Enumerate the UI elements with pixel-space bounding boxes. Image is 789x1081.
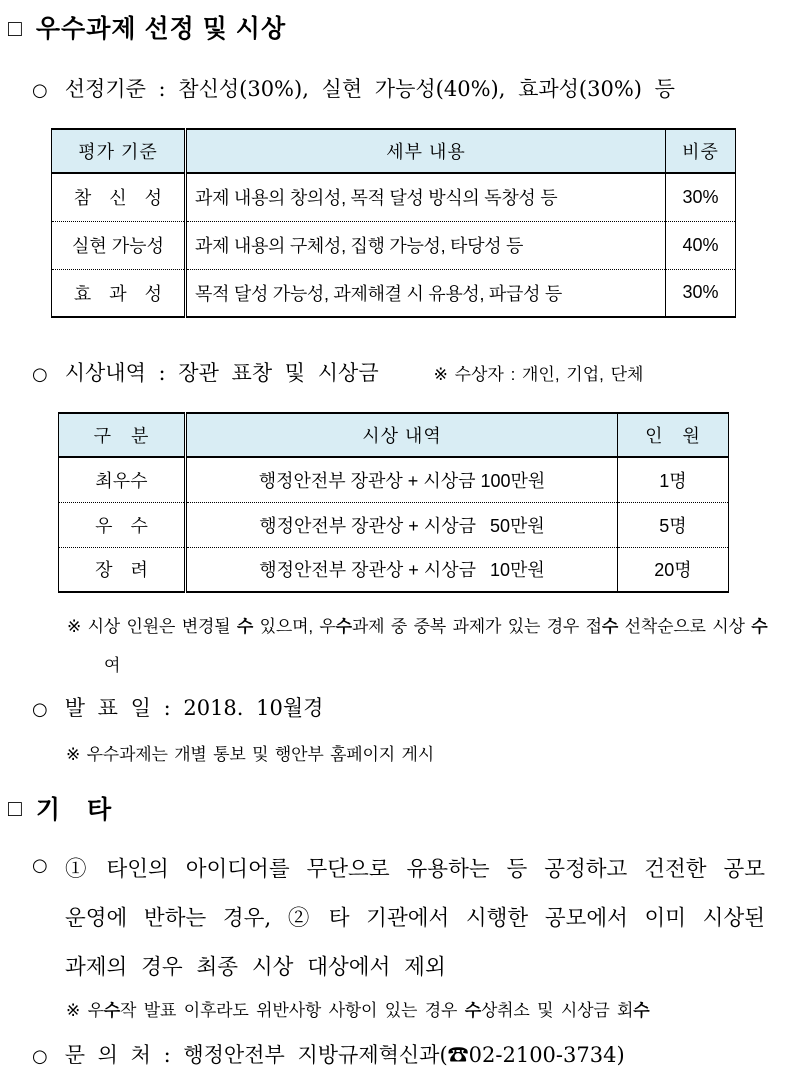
contact-prefix: 문 의 처 : 행정안전부 지방규제혁신과( <box>64 1043 448 1068</box>
criterion-cell: 효 과 성 <box>52 269 186 317</box>
award-summary-text: 시상내역 : 장관 표창 및 시상금 <box>64 361 379 385</box>
table-row <box>52 173 736 221</box>
award-summary-line <box>32 358 771 390</box>
circle-bullet-icon: ○ <box>32 699 48 721</box>
award-detail-col-header: 시상 내역 <box>186 413 618 457</box>
count-cell: 5명 <box>618 502 729 547</box>
award-detail-cell: 행정안전부 장관상 + 시상금 100만원 <box>186 457 618 502</box>
weight-cell: 30% <box>666 269 736 317</box>
violation-note: ※ 우수작 발표 이후라도 위반사항 사항이 있는 경우 수상취소 및 시상금 회수 <box>66 1000 650 1020</box>
circle-bullet-icon: ○ <box>32 854 48 876</box>
evaluation-criteria-table <box>51 128 736 318</box>
criterion-cell: 실현 가능성 <box>52 221 186 269</box>
detail-cell: 목적 달성 가능성, 과제해결 시 유용성, 파급성 등 <box>186 269 666 317</box>
award-detail-cell: 행정안전부 장관상 + 시상금 50만원 <box>186 502 618 547</box>
count-cell: 1명 <box>618 457 729 502</box>
award-header-row <box>59 413 729 457</box>
circle-bullet-icon: ○ <box>32 364 48 385</box>
table-row <box>59 547 729 592</box>
award-recipients-note: ※ 수상자 : 개인, 기업, 단체 <box>433 365 644 384</box>
section-heading-awards-title: 우수과제 선정 및 시상 <box>35 15 287 43</box>
square-bullet-icon: □ <box>8 795 23 822</box>
contact-line <box>32 1039 771 1073</box>
detail-col-header: 세부 내용 <box>186 129 666 173</box>
table-row <box>59 457 729 502</box>
grade-cell: 최우수 <box>59 457 186 502</box>
selection-criteria-line <box>32 74 771 106</box>
table-row <box>52 221 736 269</box>
count-col-header: 인 원 <box>618 413 729 457</box>
weight-cell: 40% <box>666 221 736 269</box>
contact-text <box>65 1039 625 1071</box>
table-row <box>52 269 736 317</box>
criterion-cell: 참 신 성 <box>52 173 186 221</box>
criteria-header-row <box>52 129 736 173</box>
square-bullet-icon: □ <box>8 14 23 41</box>
detail-cell: 과제 내용의 창의성, 목적 달성 방식의 독창성 등 <box>186 173 666 221</box>
announcement-date-line <box>32 693 771 725</box>
grade-cell: 장 려 <box>59 547 186 592</box>
etc-paragraph <box>8 845 778 992</box>
phone-icon: ☎ <box>447 1043 469 1068</box>
etc-paragraph-text: ① 타인의 아이디어를 무단으로 유용하는 등 공정하고 건전한 공모 운영에 반하는 경우, ② 타 기관에서 시행한 공모에서 이미 시상된 과제의 경우 최종 시상 대상에서 제외 <box>65 856 765 980</box>
selection-criteria-text: 선정기준 : 참신성(30%), 실현 가능성(40%), 효과성(30%) 등 <box>64 77 675 101</box>
award-table <box>58 412 729 593</box>
circle-bullet-icon: ○ <box>32 80 48 101</box>
grade-cell: 우 수 <box>59 502 186 547</box>
detail-cell: 과제 내용의 구체성, 집행 가능성, 타당성 등 <box>186 221 666 269</box>
weight-col-header: 비중 <box>666 129 736 173</box>
section-heading-etc <box>8 793 771 827</box>
weight-cell: 30% <box>666 173 736 221</box>
table-row <box>59 502 729 547</box>
section-heading-etc-title: 기 타 <box>35 795 113 824</box>
criteria-col-header: 평가 기준 <box>52 129 186 173</box>
count-cell: 20명 <box>618 547 729 592</box>
announcement-date-text: 발 표 일 : 2018. 10월경 <box>64 696 324 721</box>
contact-phone-number: 02-2100-3734 <box>468 1043 617 1068</box>
award-detail-cell: 행정안전부 장관상 + 시상금 10만원 <box>186 547 618 592</box>
award-change-note: ※ 시상 인원은 변경될 수 있으며, 우수과제 중 중복 과제가 있는 경우 접수 선착순으로 시상 수여 <box>67 617 768 676</box>
announcement-note: ※ 우수과제는 개별 통보 및 행안부 홈페이지 게시 <box>66 745 434 765</box>
contact-suffix: ) <box>616 1043 625 1068</box>
grade-col-header: 구 분 <box>59 413 186 457</box>
circle-bullet-icon: ○ <box>32 1046 48 1068</box>
section-heading-awards <box>8 12 771 46</box>
